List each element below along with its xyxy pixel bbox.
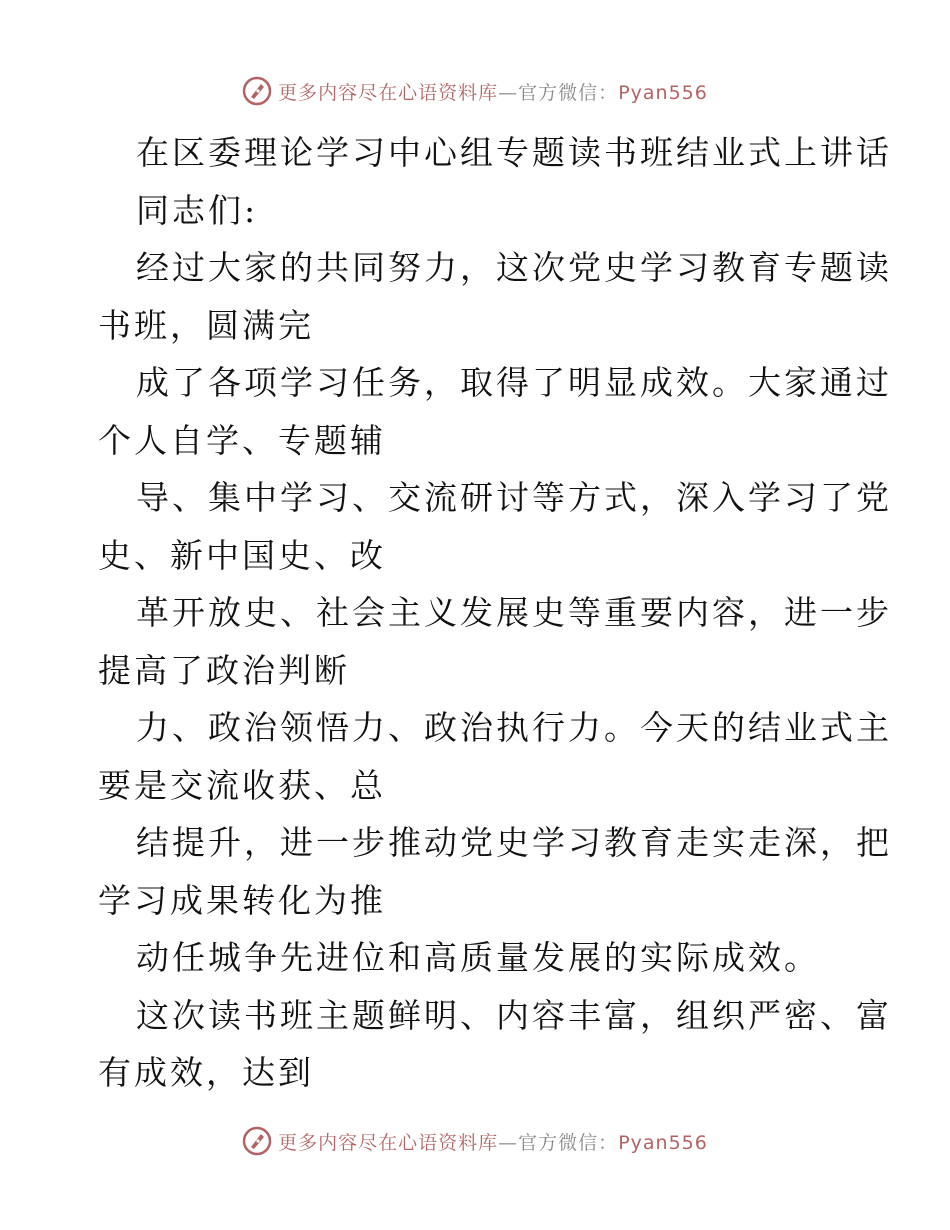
salutation: 同志们: (136, 190, 259, 230)
pen-nib-circle-icon (242, 1126, 272, 1156)
watermark-text (278, 78, 708, 105)
paragraph-line: 有成效，达到 (98, 1053, 314, 1092)
paragraph-line: 导、集中学习、交流研讨等方式，深入学习了党 (136, 478, 892, 517)
pen-nib-circle-icon (242, 76, 272, 106)
paragraph-line: 革开放史、社会主义发展史等重要内容，进一步 (136, 593, 892, 632)
footer-watermark (0, 1124, 950, 1158)
watermark-label: 官方微信： (518, 1131, 619, 1154)
watermark-wechat-id: Pyan556 (618, 1131, 708, 1154)
watermark-prefix: 更多内容尽在心语资料库 (278, 1131, 499, 1154)
document-title: 在区委理论学习中心组专题读书班结业式上讲话 (136, 133, 892, 172)
paragraph-line: 这次读书班主题鲜明、内容丰富，组织严密、富 (136, 995, 892, 1035)
paragraph-line: 经过大家的共同努力，这次党史学习教育专题读 (136, 248, 892, 287)
watermark-label: 官方微信： (518, 81, 619, 104)
paragraph-line: 成了各项学习任务，取得了明显成效。大家通过 (136, 363, 892, 402)
paragraph-line: 要是交流收获、总 (98, 765, 386, 805)
document-body (98, 124, 892, 1102)
paragraph-line: 个人自学、专题辅 (98, 420, 386, 460)
paragraph-line: 提高了政治判断 (98, 650, 350, 690)
paragraph-line: 史、新中国史、改 (98, 535, 386, 575)
watermark-prefix: 更多内容尽在心语资料库 (278, 81, 499, 104)
paragraph-line: 动任城争先进位和高质量发展的实际成效。 (136, 938, 820, 977)
watermark-separator: — (498, 81, 519, 104)
paragraph-line: 结提升，进一步推动党史学习教育走实走深，把 (136, 823, 892, 862)
watermark-wechat-id: Pyan556 (618, 81, 708, 104)
paragraph-line: 学习成果转化为推 (98, 880, 386, 920)
paragraph-line: 力、政治领悟力、政治执行力。今天的结业式主 (136, 708, 892, 747)
paragraph-line: 书班，圆满完 (98, 305, 314, 345)
header-watermark (0, 74, 950, 108)
watermark-text (278, 1128, 708, 1155)
watermark-separator: — (498, 1131, 519, 1154)
